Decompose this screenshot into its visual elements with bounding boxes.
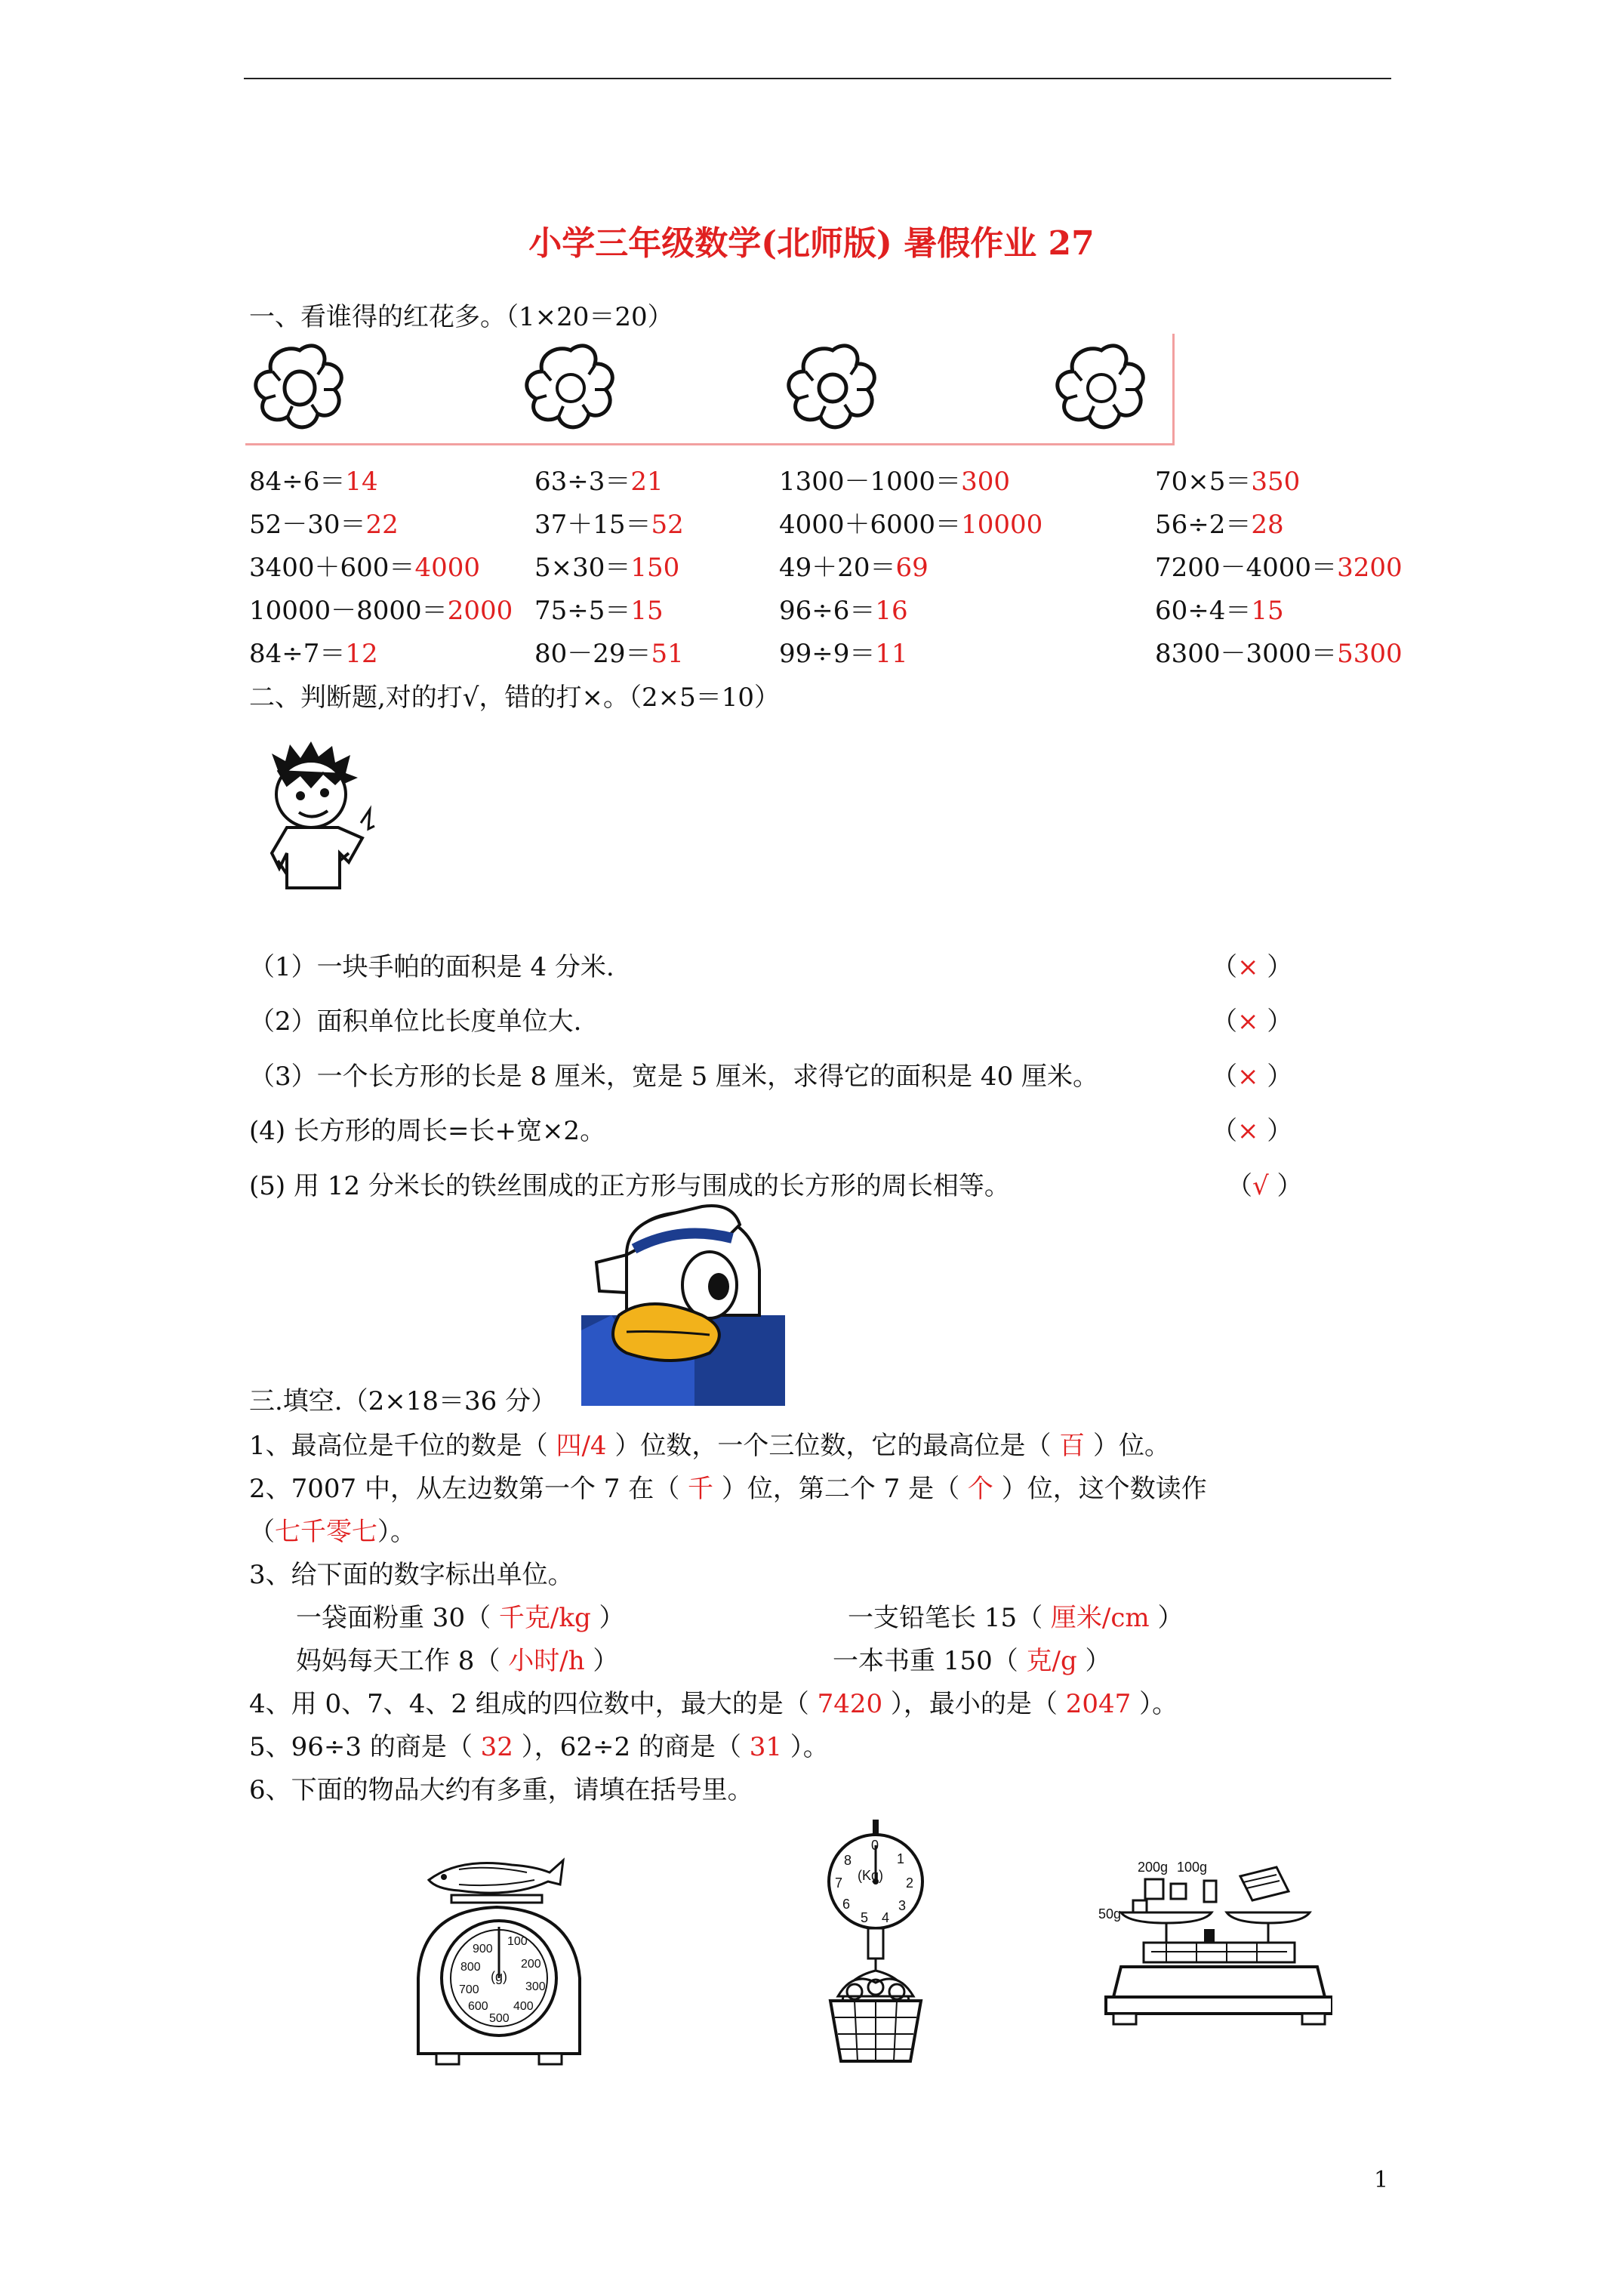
judge-item-5: (5) 用 12 分米长的铁丝围成的正方形与围成的长方形的周长相等。 <box>249 1171 1010 1201</box>
grid-cell: 3400＋600＝4000 <box>249 553 480 583</box>
grid-cell: 84÷6＝14 <box>249 467 378 497</box>
header-rule <box>244 78 1391 79</box>
scale2-tick: 6 <box>842 1897 851 1912</box>
weight-label: 50g <box>1098 1906 1122 1922</box>
fill-q1: 1、最高位是千位的数是（ 四/4 ）位数，一个三位数，它的最高位是（ 百 ）位。 <box>249 1431 1170 1461</box>
grid-row <box>249 633 1412 676</box>
section3-heading: 三.填空.（2×18＝36 分） <box>249 1386 557 1416</box>
scale1-tick: 800 <box>460 1961 481 1974</box>
fill-q2: 2、7007 中，从左边数第一个 7 在（ 千 ）位，第二个 7 是（ 个 ）位，这个数读作 <box>249 1474 1207 1504</box>
judge-answer-2: （× ） <box>1212 1006 1293 1037</box>
flower-icon <box>1052 341 1151 432</box>
fill-q3-pencil: 一支铅笔长 15（ 厘米/cm ） <box>848 1603 1184 1633</box>
judge-answer-4: （× ） <box>1212 1116 1293 1146</box>
flower-icon <box>250 341 350 432</box>
judge-item-2: （2）面积单位比长度单位大. <box>249 1006 582 1037</box>
grid-cell: 60÷4＝15 <box>1155 596 1284 626</box>
grid-cell: 4000＋6000＝10000 <box>779 510 1043 540</box>
grid-cell: 5×30＝150 <box>534 553 680 583</box>
flower-icon <box>783 341 882 432</box>
boy-thinking-illustration <box>257 740 377 898</box>
scale1-tick: 600 <box>468 2000 488 2013</box>
judge-item-3: （3）一个长方形的长是 8 厘米，宽是 5 厘米，求得它的面积是 40 厘米。 <box>249 1062 1099 1092</box>
scale1-tick: 300 <box>525 1980 546 1993</box>
scale2-tick: 3 <box>898 1898 907 1913</box>
grid-cell: 37＋15＝52 <box>534 510 684 540</box>
arithmetic-grid <box>249 461 1412 676</box>
kitchen-scale-fish-illustration <box>414 1842 587 2069</box>
scale1-tick: 400 <box>513 2000 534 2013</box>
fill-q3: 3、给下面的数字标出单位。 <box>249 1560 574 1590</box>
grid-cell: 99÷9＝11 <box>779 639 908 669</box>
grid-cell: 63÷3＝21 <box>534 467 664 497</box>
fill-q3-book: 一本书重 150（ 克/g ） <box>833 1646 1111 1676</box>
page-title: 小学三年级数学(北师版) 暑假作业 27 <box>528 224 1095 263</box>
scale1-tick: 200 <box>521 1958 541 1971</box>
scale1-tick: 500 <box>489 2012 510 2025</box>
scale2-tick: 8 <box>844 1853 852 1868</box>
grid-cell: 80－29＝51 <box>534 639 684 669</box>
weight-label: 100g <box>1177 1860 1208 1875</box>
fill-q6: 6、下面的物品大约有多重，请填在括号里。 <box>249 1775 753 1805</box>
grid-cell: 84÷7＝12 <box>249 639 378 669</box>
grid-cell: 1300－1000＝300 <box>779 467 1010 497</box>
scale2-tick: 5 <box>861 1910 869 1925</box>
fill-q2-reading: （七千零七）。 <box>249 1517 416 1547</box>
red-flowers-box <box>245 334 1175 445</box>
scale1-tick: 900 <box>473 1943 493 1955</box>
grid-cell: 56÷2＝28 <box>1155 510 1284 540</box>
grid-cell: 10000－8000＝2000 <box>249 596 513 626</box>
section2-heading: 二、判断题,对的打√，错的打×。（2×5＝10） <box>249 683 780 713</box>
scale2-unit: (Kg) <box>858 1868 884 1883</box>
scale2-tick: 1 <box>897 1851 905 1866</box>
judge-answer-1: （× ） <box>1212 952 1293 982</box>
donald-duck-illustration <box>581 1202 785 1406</box>
scale1-tick: 100 <box>507 1935 528 1948</box>
grid-cell: 75÷5＝15 <box>534 596 664 626</box>
grid-cell: 49＋20＝69 <box>779 553 929 583</box>
judge-answer-5: （√ ） <box>1227 1171 1303 1201</box>
flower-icon <box>521 341 621 432</box>
scale1-tick: (g) <box>491 1969 507 1984</box>
grid-cell: 52－30＝22 <box>249 510 399 540</box>
spring-scale-basket-illustration <box>808 1820 944 2076</box>
section1-heading: 一、看谁得的红花多。（1×20＝20） <box>249 302 673 332</box>
grid-row <box>249 590 1412 633</box>
grid-cell: 96÷6＝16 <box>779 596 908 626</box>
scale2-tick: 7 <box>835 1875 843 1891</box>
grid-cell: 8300－3000＝5300 <box>1155 639 1403 669</box>
fill-q3-work: 妈妈每天工作 8（ 小时/h ） <box>296 1646 619 1676</box>
balance-scale-book-illustration <box>1098 1854 1332 2031</box>
weight-label: 200g <box>1138 1860 1169 1875</box>
scale1-tick: 700 <box>459 1983 479 1996</box>
grid-cell: 7200－4000＝3200 <box>1155 553 1403 583</box>
page-number: 1 <box>1374 2167 1389 2193</box>
grid-cell: 70×5＝350 <box>1155 467 1301 497</box>
fill-q5: 5、96÷3 的商是（ 32 ），62÷2 的商是（ 31 ）。 <box>249 1732 829 1762</box>
judge-item-1: （1）一块手帕的面积是 4 分米. <box>249 952 614 982</box>
scale2-tick: 0 <box>871 1838 879 1853</box>
scale2-tick: 2 <box>906 1875 914 1891</box>
judge-answer-3: （× ） <box>1212 1062 1293 1092</box>
grid-row <box>249 504 1412 547</box>
fill-q3-flour: 一袋面粉重 30（ 千克/kg ） <box>296 1603 625 1633</box>
scale2-tick: 4 <box>882 1910 890 1925</box>
grid-row <box>249 547 1412 590</box>
grid-row <box>249 461 1412 504</box>
judge-item-4: (4) 长方形的周长=长+宽×2。 <box>249 1116 606 1146</box>
fill-q4: 4、用 0、7、4、2 组成的四位数中，最大的是（ 7420 ），最小的是（ 2047 ）。 <box>249 1689 1178 1719</box>
